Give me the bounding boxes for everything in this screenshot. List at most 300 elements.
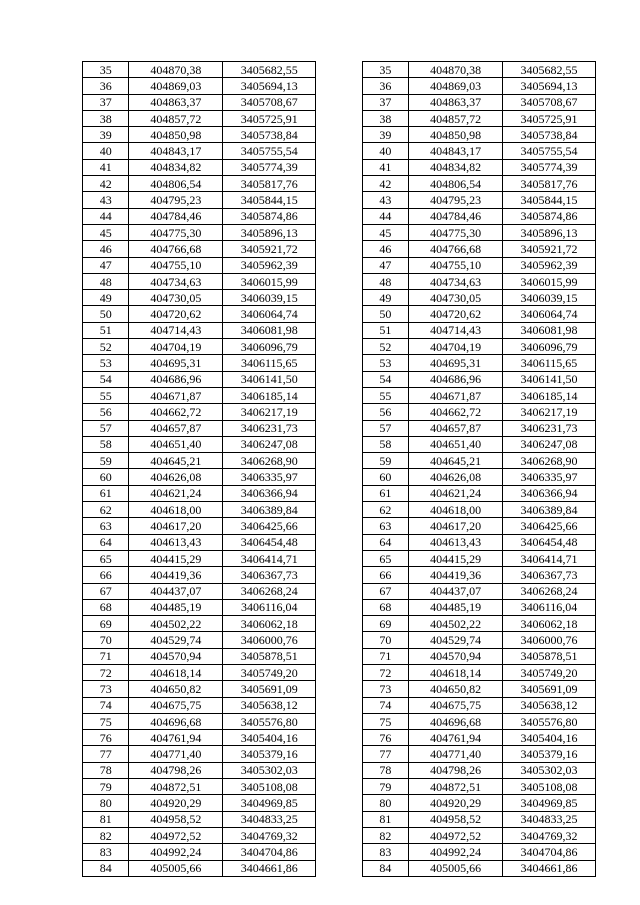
right-point-number-cell: 75 xyxy=(362,713,408,729)
left-y-coordinate-cell: 3405896,13 xyxy=(223,224,316,240)
left-x-coordinate-cell: 404972,52 xyxy=(129,827,223,843)
spacer-cell xyxy=(316,534,362,550)
right-y-coordinate-cell: 3405302,03 xyxy=(503,762,596,778)
right-point-number-cell: 39 xyxy=(362,127,408,143)
left-point-number-cell: 47 xyxy=(83,257,129,273)
spacer-cell xyxy=(316,322,362,338)
left-x-coordinate-cell: 404437,07 xyxy=(129,583,223,599)
right-x-coordinate-cell: 404843,17 xyxy=(409,143,503,159)
spacer-cell xyxy=(316,127,362,143)
left-x-coordinate-cell: 404415,29 xyxy=(129,550,223,566)
left-x-coordinate-cell: 404626,08 xyxy=(129,469,223,485)
left-x-coordinate-cell: 404863,37 xyxy=(129,94,223,110)
right-y-coordinate-cell: 3406115,65 xyxy=(503,355,596,371)
left-x-coordinate-cell: 404704,19 xyxy=(129,339,223,355)
left-y-coordinate-cell: 3405708,67 xyxy=(223,94,316,110)
right-x-coordinate-cell: 404613,43 xyxy=(409,534,503,550)
table-row xyxy=(83,502,596,518)
right-y-coordinate-cell: 3406231,73 xyxy=(503,420,596,436)
right-y-coordinate-cell: 3404833,25 xyxy=(503,811,596,827)
right-point-number-cell: 72 xyxy=(362,664,408,680)
left-point-number-cell: 43 xyxy=(83,192,129,208)
left-x-coordinate-cell: 404671,87 xyxy=(129,387,223,403)
left-point-number-cell: 45 xyxy=(83,224,129,240)
table-row xyxy=(83,811,596,827)
left-point-number-cell: 38 xyxy=(83,110,129,126)
right-y-coordinate-cell: 3405691,09 xyxy=(503,681,596,697)
right-x-coordinate-cell: 405005,66 xyxy=(409,860,503,876)
spacer-cell xyxy=(316,387,362,403)
spacer-cell xyxy=(316,436,362,452)
table-row xyxy=(83,322,596,338)
table-row xyxy=(83,257,596,273)
right-point-number-cell: 44 xyxy=(362,208,408,224)
right-y-coordinate-cell: 3404661,86 xyxy=(503,860,596,876)
right-y-coordinate-cell: 3406000,76 xyxy=(503,632,596,648)
table-row xyxy=(83,469,596,485)
left-x-coordinate-cell: 404650,82 xyxy=(129,681,223,697)
left-y-coordinate-cell: 3405774,39 xyxy=(223,159,316,175)
table-row xyxy=(83,371,596,387)
right-point-number-cell: 60 xyxy=(362,469,408,485)
left-point-number-cell: 55 xyxy=(83,387,129,403)
spacer-cell xyxy=(316,355,362,371)
left-y-coordinate-cell: 3406231,73 xyxy=(223,420,316,436)
spacer-cell xyxy=(316,730,362,746)
right-y-coordinate-cell: 3406081,98 xyxy=(503,322,596,338)
left-y-coordinate-cell: 3405817,76 xyxy=(223,176,316,192)
right-y-coordinate-cell: 3406268,24 xyxy=(503,583,596,599)
left-x-coordinate-cell: 404695,31 xyxy=(129,355,223,371)
left-y-coordinate-cell: 3405844,15 xyxy=(223,192,316,208)
left-y-coordinate-cell: 3406268,24 xyxy=(223,583,316,599)
left-y-coordinate-cell: 3406185,14 xyxy=(223,387,316,403)
right-point-number-cell: 84 xyxy=(362,860,408,876)
spacer-cell xyxy=(316,583,362,599)
right-x-coordinate-cell: 404686,96 xyxy=(409,371,503,387)
left-point-number-cell: 81 xyxy=(83,811,129,827)
right-y-coordinate-cell: 3406096,79 xyxy=(503,339,596,355)
right-y-coordinate-cell: 3405962,39 xyxy=(503,257,596,273)
right-point-number-cell: 73 xyxy=(362,681,408,697)
right-y-coordinate-cell: 3406366,94 xyxy=(503,485,596,501)
left-point-number-cell: 59 xyxy=(83,453,129,469)
right-point-number-cell: 83 xyxy=(362,844,408,860)
right-point-number-cell: 38 xyxy=(362,110,408,126)
left-point-number-cell: 80 xyxy=(83,795,129,811)
right-point-number-cell: 48 xyxy=(362,273,408,289)
right-x-coordinate-cell: 404437,07 xyxy=(409,583,503,599)
left-x-coordinate-cell: 404529,74 xyxy=(129,632,223,648)
right-point-number-cell: 53 xyxy=(362,355,408,371)
right-x-coordinate-cell: 404529,74 xyxy=(409,632,503,648)
right-y-coordinate-cell: 3405874,86 xyxy=(503,208,596,224)
left-point-number-cell: 36 xyxy=(83,78,129,94)
right-point-number-cell: 61 xyxy=(362,485,408,501)
left-point-number-cell: 50 xyxy=(83,306,129,322)
left-y-coordinate-cell: 3406039,15 xyxy=(223,290,316,306)
left-y-coordinate-cell: 3406454,48 xyxy=(223,534,316,550)
spacer-cell xyxy=(316,860,362,876)
right-x-coordinate-cell: 404720,62 xyxy=(409,306,503,322)
left-x-coordinate-cell: 404621,24 xyxy=(129,485,223,501)
left-y-coordinate-cell: 3405749,20 xyxy=(223,664,316,680)
right-y-coordinate-cell: 3405638,12 xyxy=(503,697,596,713)
right-point-number-cell: 62 xyxy=(362,502,408,518)
right-point-number-cell: 80 xyxy=(362,795,408,811)
left-x-coordinate-cell: 404502,22 xyxy=(129,616,223,632)
table-row xyxy=(83,664,596,680)
left-x-coordinate-cell: 404662,72 xyxy=(129,404,223,420)
right-x-coordinate-cell: 404870,38 xyxy=(409,62,503,78)
right-point-number-cell: 47 xyxy=(362,257,408,273)
left-y-coordinate-cell: 3405638,12 xyxy=(223,697,316,713)
left-x-coordinate-cell: 404843,17 xyxy=(129,143,223,159)
left-x-coordinate-cell: 404857,72 xyxy=(129,110,223,126)
right-x-coordinate-cell: 404645,21 xyxy=(409,453,503,469)
right-y-coordinate-cell: 3405576,80 xyxy=(503,713,596,729)
left-x-coordinate-cell: 404869,03 xyxy=(129,78,223,94)
spacer-cell xyxy=(316,371,362,387)
left-y-coordinate-cell: 3405302,03 xyxy=(223,762,316,778)
table-row xyxy=(83,844,596,860)
left-point-number-cell: 74 xyxy=(83,697,129,713)
right-x-coordinate-cell: 404992,24 xyxy=(409,844,503,860)
right-point-number-cell: 49 xyxy=(362,290,408,306)
table-row xyxy=(83,616,596,632)
spacer-cell xyxy=(316,62,362,78)
right-y-coordinate-cell: 3405844,15 xyxy=(503,192,596,208)
left-y-coordinate-cell: 3405874,86 xyxy=(223,208,316,224)
table-row xyxy=(83,110,596,126)
right-point-number-cell: 82 xyxy=(362,827,408,843)
table-row xyxy=(83,355,596,371)
right-point-number-cell: 45 xyxy=(362,224,408,240)
right-y-coordinate-cell: 3406367,73 xyxy=(503,567,596,583)
right-point-number-cell: 74 xyxy=(362,697,408,713)
right-y-coordinate-cell: 3405817,76 xyxy=(503,176,596,192)
left-point-number-cell: 56 xyxy=(83,404,129,420)
right-y-coordinate-cell: 3406062,18 xyxy=(503,616,596,632)
right-y-coordinate-cell: 3406064,74 xyxy=(503,306,596,322)
left-y-coordinate-cell: 3404704,86 xyxy=(223,844,316,860)
table-row xyxy=(83,795,596,811)
spacer-cell xyxy=(316,713,362,729)
spacer-cell xyxy=(316,827,362,843)
table-row xyxy=(83,730,596,746)
table-row xyxy=(83,224,596,240)
spacer-cell xyxy=(316,844,362,860)
left-x-coordinate-cell: 404872,51 xyxy=(129,779,223,795)
left-y-coordinate-cell: 3405725,91 xyxy=(223,110,316,126)
left-x-coordinate-cell: 404766,68 xyxy=(129,241,223,257)
left-point-number-cell: 79 xyxy=(83,779,129,795)
right-x-coordinate-cell: 404675,75 xyxy=(409,697,503,713)
right-x-coordinate-cell: 404795,23 xyxy=(409,192,503,208)
left-y-coordinate-cell: 3406115,65 xyxy=(223,355,316,371)
right-x-coordinate-cell: 404958,52 xyxy=(409,811,503,827)
left-point-number-cell: 72 xyxy=(83,664,129,680)
left-point-number-cell: 51 xyxy=(83,322,129,338)
left-point-number-cell: 52 xyxy=(83,339,129,355)
table-row xyxy=(83,567,596,583)
left-x-coordinate-cell: 404657,87 xyxy=(129,420,223,436)
right-y-coordinate-cell: 3406335,97 xyxy=(503,469,596,485)
table-row xyxy=(83,697,596,713)
left-x-coordinate-cell: 404795,23 xyxy=(129,192,223,208)
left-point-number-cell: 77 xyxy=(83,746,129,762)
left-x-coordinate-cell: 404958,52 xyxy=(129,811,223,827)
right-point-number-cell: 70 xyxy=(362,632,408,648)
right-y-coordinate-cell: 3405725,91 xyxy=(503,110,596,126)
spacer-cell xyxy=(316,290,362,306)
left-y-coordinate-cell: 3404969,85 xyxy=(223,795,316,811)
right-x-coordinate-cell: 404650,82 xyxy=(409,681,503,697)
left-y-coordinate-cell: 3405738,84 xyxy=(223,127,316,143)
left-point-number-cell: 66 xyxy=(83,567,129,583)
table-row xyxy=(83,62,596,78)
left-point-number-cell: 71 xyxy=(83,648,129,664)
table-row xyxy=(83,550,596,566)
left-y-coordinate-cell: 3406064,74 xyxy=(223,306,316,322)
left-point-number-cell: 49 xyxy=(83,290,129,306)
right-x-coordinate-cell: 404419,36 xyxy=(409,567,503,583)
spacer-cell xyxy=(316,664,362,680)
right-y-coordinate-cell: 3406015,99 xyxy=(503,273,596,289)
left-y-coordinate-cell: 3406062,18 xyxy=(223,616,316,632)
left-y-coordinate-cell: 3406015,99 xyxy=(223,273,316,289)
left-x-coordinate-cell: 404714,43 xyxy=(129,322,223,338)
table-row xyxy=(83,534,596,550)
table-row xyxy=(83,78,596,94)
left-y-coordinate-cell: 3405694,13 xyxy=(223,78,316,94)
right-y-coordinate-cell: 3404769,32 xyxy=(503,827,596,843)
left-x-coordinate-cell: 404771,40 xyxy=(129,746,223,762)
right-x-coordinate-cell: 404798,26 xyxy=(409,762,503,778)
right-y-coordinate-cell: 3406039,15 xyxy=(503,290,596,306)
right-y-coordinate-cell: 3404969,85 xyxy=(503,795,596,811)
right-y-coordinate-cell: 3405404,16 xyxy=(503,730,596,746)
left-y-coordinate-cell: 3405962,39 xyxy=(223,257,316,273)
table-row xyxy=(83,306,596,322)
left-point-number-cell: 61 xyxy=(83,485,129,501)
left-y-coordinate-cell: 3405878,51 xyxy=(223,648,316,664)
left-point-number-cell: 70 xyxy=(83,632,129,648)
left-y-coordinate-cell: 3406096,79 xyxy=(223,339,316,355)
spacer-cell xyxy=(316,795,362,811)
left-x-coordinate-cell: 404806,54 xyxy=(129,176,223,192)
right-y-coordinate-cell: 3406116,04 xyxy=(503,599,596,615)
left-x-coordinate-cell: 404834,82 xyxy=(129,159,223,175)
right-point-number-cell: 42 xyxy=(362,176,408,192)
right-x-coordinate-cell: 404784,46 xyxy=(409,208,503,224)
right-y-coordinate-cell: 3406454,48 xyxy=(503,534,596,550)
spacer-cell xyxy=(316,681,362,697)
spacer-cell xyxy=(316,648,362,664)
table-row xyxy=(83,453,596,469)
right-x-coordinate-cell: 404869,03 xyxy=(409,78,503,94)
left-y-coordinate-cell: 3405108,08 xyxy=(223,779,316,795)
right-point-number-cell: 51 xyxy=(362,322,408,338)
left-x-coordinate-cell: 404651,40 xyxy=(129,436,223,452)
table-row xyxy=(83,159,596,175)
right-point-number-cell: 79 xyxy=(362,779,408,795)
right-y-coordinate-cell: 3405921,72 xyxy=(503,241,596,257)
right-point-number-cell: 57 xyxy=(362,420,408,436)
right-x-coordinate-cell: 404671,87 xyxy=(409,387,503,403)
right-y-coordinate-cell: 3406141,50 xyxy=(503,371,596,387)
table-row xyxy=(83,420,596,436)
right-y-coordinate-cell: 3405755,54 xyxy=(503,143,596,159)
left-y-coordinate-cell: 3405576,80 xyxy=(223,713,316,729)
spacer-cell xyxy=(316,94,362,110)
left-y-coordinate-cell: 3406141,50 xyxy=(223,371,316,387)
left-x-coordinate-cell: 404618,00 xyxy=(129,502,223,518)
right-x-coordinate-cell: 404570,94 xyxy=(409,648,503,664)
right-y-coordinate-cell: 3405749,20 xyxy=(503,664,596,680)
right-y-coordinate-cell: 3405682,55 xyxy=(503,62,596,78)
table-row xyxy=(83,339,596,355)
right-x-coordinate-cell: 404863,37 xyxy=(409,94,503,110)
table-row xyxy=(83,827,596,843)
table-row xyxy=(83,192,596,208)
spacer-cell xyxy=(316,632,362,648)
right-x-coordinate-cell: 404972,52 xyxy=(409,827,503,843)
table-row xyxy=(83,290,596,306)
spacer-cell xyxy=(316,599,362,615)
left-point-number-cell: 64 xyxy=(83,534,129,550)
table-row xyxy=(83,746,596,762)
right-x-coordinate-cell: 404850,98 xyxy=(409,127,503,143)
right-point-number-cell: 43 xyxy=(362,192,408,208)
left-x-coordinate-cell: 404485,19 xyxy=(129,599,223,615)
left-x-coordinate-cell: 404570,94 xyxy=(129,648,223,664)
left-x-coordinate-cell: 404920,29 xyxy=(129,795,223,811)
left-point-number-cell: 63 xyxy=(83,518,129,534)
left-y-coordinate-cell: 3405755,54 xyxy=(223,143,316,159)
right-x-coordinate-cell: 404872,51 xyxy=(409,779,503,795)
spacer-cell xyxy=(316,469,362,485)
table-row xyxy=(83,485,596,501)
left-x-coordinate-cell: 404775,30 xyxy=(129,224,223,240)
left-point-number-cell: 41 xyxy=(83,159,129,175)
left-point-number-cell: 76 xyxy=(83,730,129,746)
right-x-coordinate-cell: 404651,40 xyxy=(409,436,503,452)
left-x-coordinate-cell: 404870,38 xyxy=(129,62,223,78)
spacer-cell xyxy=(316,224,362,240)
right-y-coordinate-cell: 3405108,08 xyxy=(503,779,596,795)
right-point-number-cell: 78 xyxy=(362,762,408,778)
right-x-coordinate-cell: 404662,72 xyxy=(409,404,503,420)
right-point-number-cell: 56 xyxy=(362,404,408,420)
left-y-coordinate-cell: 3406081,98 xyxy=(223,322,316,338)
left-x-coordinate-cell: 404784,46 xyxy=(129,208,223,224)
left-point-number-cell: 46 xyxy=(83,241,129,257)
table-row xyxy=(83,648,596,664)
left-x-coordinate-cell: 404734,63 xyxy=(129,273,223,289)
spacer-cell xyxy=(316,78,362,94)
table-row xyxy=(83,583,596,599)
right-point-number-cell: 36 xyxy=(362,78,408,94)
right-point-number-cell: 69 xyxy=(362,616,408,632)
right-point-number-cell: 55 xyxy=(362,387,408,403)
left-point-number-cell: 67 xyxy=(83,583,129,599)
right-x-coordinate-cell: 404761,94 xyxy=(409,730,503,746)
right-y-coordinate-cell: 3406185,14 xyxy=(503,387,596,403)
left-point-number-cell: 62 xyxy=(83,502,129,518)
left-y-coordinate-cell: 3404661,86 xyxy=(223,860,316,876)
spacer-cell xyxy=(316,339,362,355)
left-y-coordinate-cell: 3406247,08 xyxy=(223,436,316,452)
table-row xyxy=(83,436,596,452)
right-x-coordinate-cell: 404621,24 xyxy=(409,485,503,501)
right-x-coordinate-cell: 404714,43 xyxy=(409,322,503,338)
right-x-coordinate-cell: 404695,31 xyxy=(409,355,503,371)
right-y-coordinate-cell: 3405379,16 xyxy=(503,746,596,762)
spacer-cell xyxy=(316,159,362,175)
left-point-number-cell: 58 xyxy=(83,436,129,452)
table-row xyxy=(83,632,596,648)
right-y-coordinate-cell: 3406414,71 xyxy=(503,550,596,566)
right-y-coordinate-cell: 3406389,84 xyxy=(503,502,596,518)
right-point-number-cell: 66 xyxy=(362,567,408,583)
spacer-cell xyxy=(316,697,362,713)
left-point-number-cell: 48 xyxy=(83,273,129,289)
right-point-number-cell: 59 xyxy=(362,453,408,469)
right-x-coordinate-cell: 404618,14 xyxy=(409,664,503,680)
left-y-coordinate-cell: 3405691,09 xyxy=(223,681,316,697)
right-x-coordinate-cell: 404730,05 xyxy=(409,290,503,306)
left-x-coordinate-cell: 404992,24 xyxy=(129,844,223,860)
right-y-coordinate-cell: 3405896,13 xyxy=(503,224,596,240)
right-point-number-cell: 54 xyxy=(362,371,408,387)
right-point-number-cell: 67 xyxy=(362,583,408,599)
right-point-number-cell: 76 xyxy=(362,730,408,746)
left-point-number-cell: 75 xyxy=(83,713,129,729)
right-x-coordinate-cell: 404617,20 xyxy=(409,518,503,534)
left-x-coordinate-cell: 404720,62 xyxy=(129,306,223,322)
left-point-number-cell: 42 xyxy=(83,176,129,192)
table-row xyxy=(83,208,596,224)
spacer-cell xyxy=(316,110,362,126)
table-row xyxy=(83,599,596,615)
left-point-number-cell: 68 xyxy=(83,599,129,615)
right-point-number-cell: 81 xyxy=(362,811,408,827)
coordinates-table-body xyxy=(83,62,596,877)
right-point-number-cell: 40 xyxy=(362,143,408,159)
right-point-number-cell: 50 xyxy=(362,306,408,322)
right-x-coordinate-cell: 404618,00 xyxy=(409,502,503,518)
right-point-number-cell: 52 xyxy=(362,339,408,355)
right-y-coordinate-cell: 3405738,84 xyxy=(503,127,596,143)
right-y-coordinate-cell: 3405878,51 xyxy=(503,648,596,664)
left-x-coordinate-cell: 404419,36 xyxy=(129,567,223,583)
right-x-coordinate-cell: 404657,87 xyxy=(409,420,503,436)
right-x-coordinate-cell: 404920,29 xyxy=(409,795,503,811)
table-row xyxy=(83,681,596,697)
spacer-cell xyxy=(316,208,362,224)
left-x-coordinate-cell: 404755,10 xyxy=(129,257,223,273)
spacer-cell xyxy=(316,567,362,583)
left-x-coordinate-cell: 404850,98 xyxy=(129,127,223,143)
right-point-number-cell: 65 xyxy=(362,550,408,566)
spacer-cell xyxy=(316,550,362,566)
right-x-coordinate-cell: 404626,08 xyxy=(409,469,503,485)
left-point-number-cell: 65 xyxy=(83,550,129,566)
table-row xyxy=(83,860,596,876)
right-y-coordinate-cell: 3406268,90 xyxy=(503,453,596,469)
right-point-number-cell: 71 xyxy=(362,648,408,664)
